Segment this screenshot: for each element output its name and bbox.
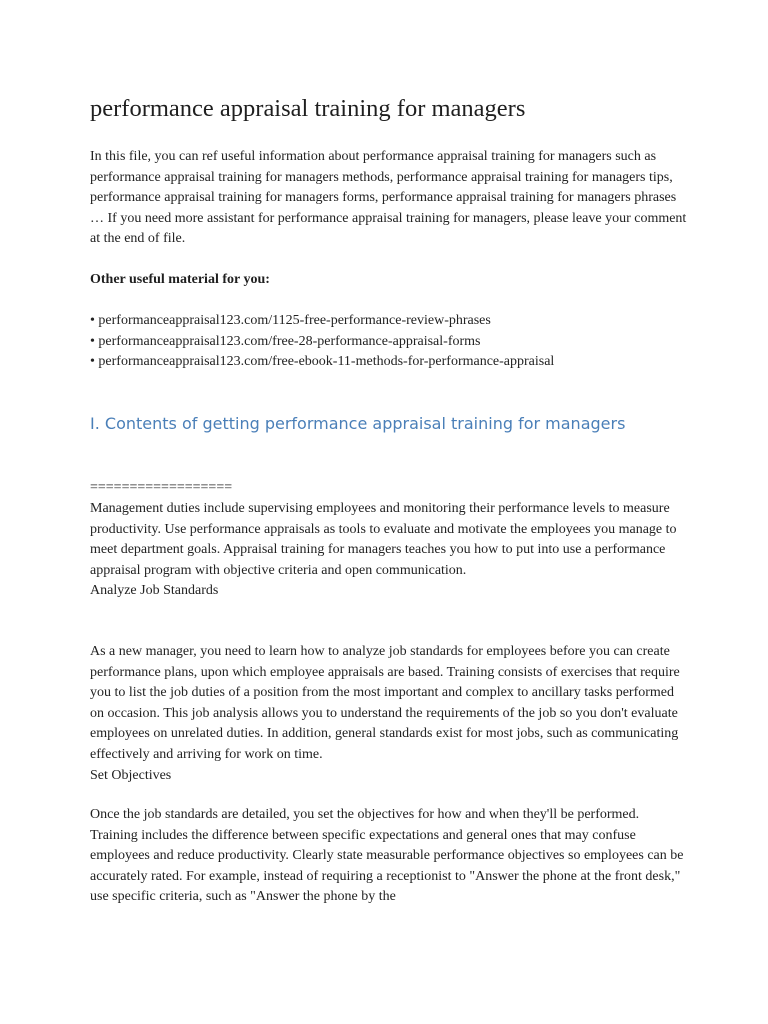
subheading-set-objectives: Set Objectives [90, 767, 172, 783]
content-block-1 [90, 499, 690, 602]
subheading-analyze-job-standards: Analyze Job Standards [90, 583, 219, 599]
body-paragraph-1: Management duties include supervising employees and monitoring their performance levels to measure productivity. Use performance appraisals as tools to evaluate and motivate the employees you manage to meet department goals. Appraisal training for managers teaches you how to put into use a performance appraisal program with objective criteria and open communication. [90, 501, 677, 578]
body-paragraph-3: Once the job standards are detailed, you set the objectives for how and when they'll be performed. Training includes the difference between specific expectations and general ones that may confuse employees and reduce productivity. Clearly state measurable performance objectives so employees can be accurately rated. For example, instead of requiring a receptionist to "Answer the phone at the front desk," use specific criteria, such as "Answer the phone by the [90, 807, 684, 905]
content-block-3 [90, 805, 690, 908]
divider-line: ================== [90, 480, 233, 495]
material-link-3[interactable]: • performanceappraisal123.com/free-ebook-11-methods-for-performance-appraisal [90, 354, 555, 369]
material-link-2[interactable]: • performanceappraisal123.com/free-28-performance-appraisal-forms [90, 333, 481, 349]
intro-paragraph: In this file, you can ref useful information about performance appraisal training for managers such as performance appraisal training for managers methods, performance appraisal training for managers tips, performance appraisal training for managers forms, performance appraisal training for managers phrases … If you need more assistant for performance appraisal training for managers, please leave your comment at the end of file. [90, 149, 687, 247]
material-heading: Other useful material for you: [90, 272, 270, 287]
material-links-list [90, 311, 554, 373]
section-heading: I. Contents of getting performance appraisal training for managers [90, 414, 626, 433]
content-block-2 [90, 642, 690, 786]
document-title: performance appraisal training for managers [90, 95, 526, 122]
material-link-1[interactable]: • performanceappraisal123.com/1125-free-performance-review-phrases [90, 313, 491, 328]
body-paragraph-2: As a new manager, you need to learn how to analyze job standards for employees before you can create performance plans, upon which employee appraisals are based. Training consists of exercises that require you to list the job duties of a position from the most important and complex to ancillary tasks performed on occasion. This job analysis allows you to understand the requirements of the job so you don't evaluate employees on unrelated duties. In addition, general standards exist for most jobs, such as communicating effectively and arriving for work on time. [90, 644, 680, 762]
